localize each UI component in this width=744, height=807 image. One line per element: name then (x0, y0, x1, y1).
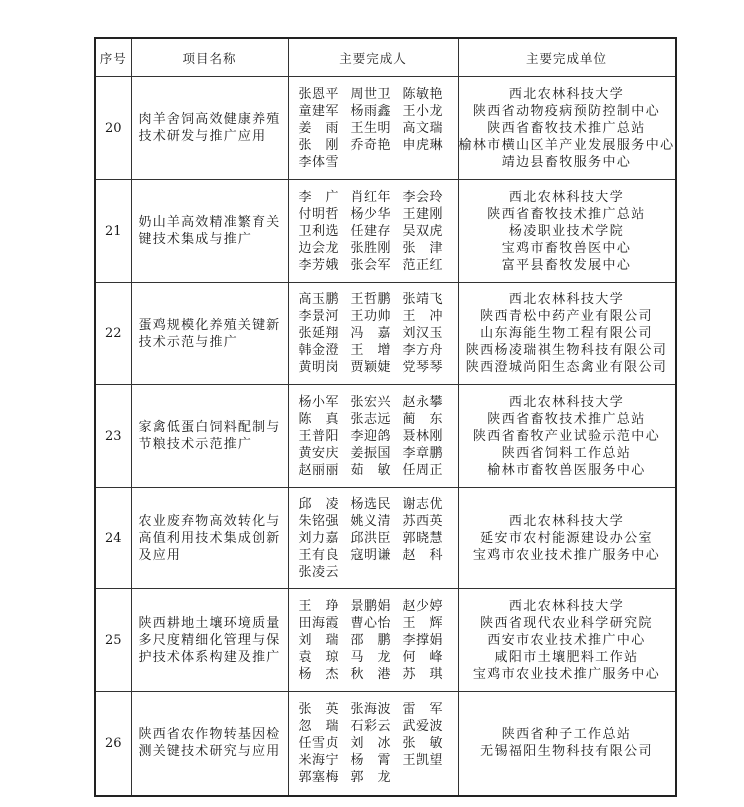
person-name: 曹心怡 (350, 615, 391, 631)
person-name: 赵少婷 (402, 598, 443, 614)
unit-name: 陕西杨凌瑞祺生物科技有限公司 (465, 343, 668, 358)
unit-name: 延安市农村能源建设办公室 (480, 530, 653, 546)
contributors-cell (288, 385, 458, 488)
header-main-units: 主要完成单位 (458, 38, 676, 77)
person-name: 童建军 (298, 103, 339, 119)
person-name: 杨小军 (298, 394, 339, 410)
person-name: 陈敏艳 (402, 86, 443, 102)
person-name: 景鹏娟 (350, 598, 391, 614)
person-name: 党琴琴 (402, 360, 443, 375)
contributors-cell (288, 488, 458, 589)
person-name: 李撑娟 (402, 632, 443, 648)
row-number: 23 (95, 385, 131, 488)
person-name: 米海宁 (298, 752, 339, 768)
person-name: 肖红年 (350, 189, 391, 205)
unit-name: 陕西省畜牧技术推广总站 (487, 411, 646, 427)
person-name: 张延翔 (298, 326, 339, 341)
person-name: 刘力嘉 (298, 530, 339, 546)
person-name: 苏西英 (402, 513, 443, 529)
unit-name: 宝鸡市农业技术推广服务中心 (472, 666, 661, 682)
person-name: 刘冰 (350, 735, 391, 751)
unit-name: 陕西澄城尚阳生态禽业有限公司 (465, 360, 668, 375)
person-name: 雷军 (402, 701, 443, 717)
person-name: 武爱波 (402, 718, 443, 734)
person-name: 何峰 (402, 649, 443, 665)
table-row (95, 77, 676, 180)
person-name: 秋港 (350, 666, 391, 682)
units-cell (458, 692, 676, 796)
units-cell (458, 180, 676, 283)
person-name: 申虎琳 (402, 137, 443, 153)
unit-name: 富平县畜牧发展中心 (501, 257, 632, 273)
person-name: 陈真 (298, 411, 339, 427)
person-name: 邱凌 (298, 496, 339, 512)
units-cell (458, 385, 676, 488)
table-row (95, 589, 676, 692)
person-name: 邱洪臣 (350, 530, 391, 546)
person-name: 刘汉玉 (402, 326, 443, 341)
units-cell (458, 589, 676, 692)
person-name: 姜雨 (298, 120, 339, 136)
project-name: 奶山羊高效精准繁育关键技术集成与推广 (131, 180, 288, 283)
person-name: 张宏兴 (350, 394, 391, 410)
person-name: 张胜刚 (350, 240, 391, 256)
person-name: 杨杰 (298, 666, 339, 682)
project-name: 农业废弃物高效转化与高值利用技术集成创新及应用 (131, 488, 288, 589)
person-name: 周世卫 (350, 86, 391, 102)
person-name: 任建存 (350, 223, 391, 239)
person-name: 张刚 (298, 137, 339, 153)
table-row (95, 385, 676, 488)
unit-name: 西北农林科技大学 (508, 598, 625, 614)
person-name: 石彩云 (350, 718, 391, 734)
unit-name: 靖边县畜牧服务中心 (501, 154, 632, 170)
person-name: 王冲 (402, 309, 443, 324)
row-number: 20 (95, 77, 131, 180)
header-row (95, 38, 676, 77)
person-name: 王有良 (298, 547, 339, 563)
person-name: 杨少华 (350, 206, 391, 222)
person-name: 李广 (298, 189, 339, 205)
unit-name: 陕西省畜牧技术推广总站 (487, 206, 646, 222)
unit-name: 西北农林科技大学 (508, 189, 625, 205)
header-project-name: 项目名称 (131, 38, 288, 77)
person-name: 张凌云 (298, 564, 339, 580)
person-name: 赵永攀 (402, 394, 443, 410)
person-name: 张靖飞 (402, 292, 443, 307)
header-main-contributors: 主要完成人 (288, 38, 458, 77)
unit-name: 榆林市横山区羊产业发展服务中心 (458, 137, 675, 153)
person-name: 冯嘉 (350, 326, 391, 341)
person-name: 高玉鹏 (298, 292, 339, 307)
header-no: 序号 (95, 38, 131, 77)
person-name: 姚义清 (350, 513, 391, 529)
person-name: 袁琼 (298, 649, 339, 665)
person-name: 王增 (350, 343, 391, 358)
person-name: 忽瑞 (298, 718, 339, 734)
person-name: 张海波 (350, 701, 391, 717)
unit-name: 榆林市畜牧兽医服务中心 (487, 462, 646, 478)
person-name: 李章鹏 (402, 445, 443, 461)
person-name: 王普阳 (298, 428, 339, 444)
person-name: 王建刚 (402, 206, 443, 222)
unit-name: 西北农林科技大学 (508, 394, 625, 410)
person-name: 王辉 (402, 615, 443, 631)
person-name: 茹敏 (350, 462, 391, 478)
row-number: 22 (95, 283, 131, 385)
unit-name: 西北农林科技大学 (508, 292, 625, 307)
contributors-cell (288, 589, 458, 692)
row-number: 26 (95, 692, 131, 796)
person-name: 李芳娥 (298, 257, 339, 273)
project-name: 家禽低蛋白饲料配制与节粮技术示范推广 (131, 385, 288, 488)
person-name: 范正红 (402, 257, 443, 273)
unit-name: 西安市农业技术推广中心 (487, 632, 646, 648)
person-name: 谢志优 (402, 496, 443, 512)
person-name: 杨霄 (350, 752, 391, 768)
person-name: 乔奇艳 (350, 137, 391, 153)
unit-name: 杨凌职业技术学院 (508, 223, 625, 239)
unit-name: 陕西省饲料工作总站 (501, 445, 632, 461)
person-name: 任周正 (402, 462, 443, 478)
unit-name: 西北农林科技大学 (508, 86, 625, 102)
person-name: 蔺东 (402, 411, 443, 427)
person-name: 付明哲 (298, 206, 339, 222)
person-name: 任雪贞 (298, 735, 339, 751)
contributors-cell (288, 180, 458, 283)
unit-name: 陕西省畜牧技术推广总站 (487, 120, 646, 136)
awards-table (94, 37, 677, 797)
person-name: 李迎鸽 (350, 428, 391, 444)
person-name: 郭塞梅 (298, 769, 339, 785)
unit-name: 咸阳市土壤肥料工作站 (494, 649, 639, 665)
person-name: 边会龙 (298, 240, 339, 256)
project-name: 肉羊舍饲高效健康养殖技术研发与推广应用 (131, 77, 288, 180)
contributors-cell (288, 692, 458, 796)
project-name: 陕西省农作物转基因检测关键技术研究与应用 (131, 692, 288, 796)
person-name: 聂林刚 (402, 428, 443, 444)
unit-name: 陕西省动物疫病预防控制中心 (472, 103, 661, 119)
person-name: 韩金澄 (298, 343, 339, 358)
person-name: 卫利选 (298, 223, 339, 239)
person-name: 姜振国 (350, 445, 391, 461)
unit-name: 陕西省现代农业科学研究院 (480, 615, 653, 631)
table-row (95, 692, 676, 796)
person-name: 吴双虎 (402, 223, 443, 239)
project-name: 蛋鸡规模化养殖关键新技术示范与推广 (131, 283, 288, 385)
person-name: 刘瑞 (298, 632, 339, 648)
person-name: 王功帅 (350, 309, 391, 324)
person-name: 王哲鹏 (350, 292, 391, 307)
contributors-cell (288, 283, 458, 385)
unit-name: 陕西省种子工作总站 (501, 727, 632, 743)
units-cell (458, 77, 676, 180)
person-name: 赵丽丽 (298, 462, 339, 478)
person-name: 郭龙 (350, 769, 391, 785)
person-name: 寇明谦 (350, 547, 391, 563)
row-number: 25 (95, 589, 131, 692)
person-name: 朱铭强 (298, 513, 339, 529)
person-name: 张敏 (402, 735, 443, 751)
person-name: 黄明岗 (298, 360, 339, 375)
person-name: 邵鹏 (350, 632, 391, 648)
person-name: 王凯望 (402, 752, 443, 768)
person-name: 王琤 (298, 598, 339, 614)
person-name: 李景河 (298, 309, 339, 324)
person-name: 杨雨鑫 (350, 103, 391, 119)
row-number: 21 (95, 180, 131, 283)
unit-name: 陕西省畜牧产业试验示范中心 (472, 428, 661, 444)
person-name: 苏琪 (402, 666, 443, 682)
person-name: 赵科 (402, 547, 443, 563)
person-name: 黄安庆 (298, 445, 339, 461)
person-name: 张志远 (350, 411, 391, 427)
person-name: 高文瑞 (402, 120, 443, 136)
table-row (95, 283, 676, 385)
person-name: 李会玲 (402, 189, 443, 205)
person-name: 马龙 (350, 649, 391, 665)
person-name: 田海霞 (298, 615, 339, 631)
unit-name: 无锡福阳生物科技有限公司 (480, 744, 653, 760)
person-name: 杨选民 (350, 496, 391, 512)
person-name: 李方舟 (402, 343, 443, 358)
person-name: 王小龙 (402, 103, 443, 119)
unit-name: 宝鸡市畜牧兽医中心 (501, 240, 632, 256)
person-name: 张会军 (350, 257, 391, 273)
person-name: 李体雪 (298, 154, 339, 170)
person-name: 张英 (298, 701, 339, 717)
unit-name: 陕西青松中药产业有限公司 (480, 309, 653, 324)
project-name: 陕西耕地土壤环境质量多尺度精细化管理与保护技术体系构建及推广 (131, 589, 288, 692)
person-name: 张津 (402, 240, 443, 256)
unit-name: 山东海能生物工程有限公司 (480, 326, 653, 341)
unit-name: 宝鸡市农业技术推广服务中心 (472, 547, 661, 563)
units-cell (458, 488, 676, 589)
row-number: 24 (95, 488, 131, 589)
table-row (95, 488, 676, 589)
units-cell (458, 283, 676, 385)
contributors-cell (288, 77, 458, 180)
person-name: 张恩平 (298, 86, 339, 102)
person-name: 王生明 (350, 120, 391, 136)
table-row (95, 180, 676, 283)
person-name: 贾颖婕 (350, 360, 391, 375)
unit-name: 西北农林科技大学 (508, 513, 625, 529)
person-name: 郭晓慧 (402, 530, 443, 546)
